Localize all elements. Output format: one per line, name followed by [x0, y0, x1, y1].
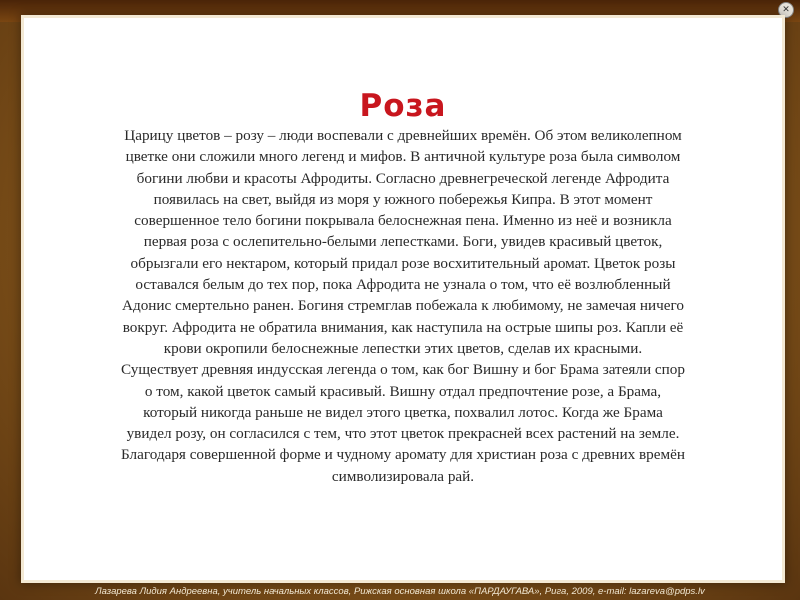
text-line: появилась на свет, выйдя из моря у южного побережья Кипра. В этот момент: [153, 190, 653, 208]
text-line: крови окропили белоснежные лепестки этих цветов, сделав их красными.: [163, 339, 643, 357]
text-line: Благодаря совершенной форме и чудному аромату для христиан роза с древних времён: [121, 446, 685, 464]
text-line: о том, какой цветок самый красивый. Вишну отдал предпочтение розе, а Брама,: [144, 382, 662, 400]
text-line: цветке они сложили много легенд и мифов. В античной культуре роза была символом: [125, 148, 681, 166]
text-line: первая роза с ослепительно-белыми лепестками. Боги, увидев красивый цветок,: [143, 233, 663, 251]
text-line: который никогда раньше не видел этого цветка, похвалил лотос. Когда же Брама: [143, 403, 663, 421]
text-line: увидел розу, он согласился с тем, что этот цветок прекрасней всех растений на земле.: [126, 425, 680, 443]
close-icon[interactable]: ✕: [778, 2, 794, 18]
slide-title: Роза: [359, 88, 447, 124]
text-line: символизировала рай.: [331, 467, 475, 485]
footer-credits: Лазарева Лидия Андреевна, учитель начальных классов, Рижская основная школа «ПАРДАУГАВА», Рига, 2009, e-mail: lazareva@pdps.lv: [95, 586, 705, 597]
text-line: Царицу цветов – розу – люди воспевали с древнейших времён. Об этом великолепном: [124, 127, 682, 144]
text-line: Существует древняя индусская легенда о том, как бог Вишну и бог Брама затеяли спор: [121, 361, 685, 379]
text-line: оставался белым до тех пор, пока Афродита не узнала о том, что её возлюбленный: [135, 276, 671, 294]
slide-body-text: [64, 125, 742, 487]
text-line: вокруг. Афродита не обратила внимания, как наступила на острые шипы роз. Капли её: [122, 318, 684, 336]
text-line: обрызгали его нектаром, который придал розе восхитительный аромат. Цветок розы: [130, 254, 676, 272]
text-line: Адонис смертельно ранен. Богиня стремглав побежала к любимому, не замечая ничего: [122, 297, 684, 315]
text-line: богини любви и красоты Афродиты. Согласно древнегреческой легенде Афродита: [136, 169, 670, 187]
slide-panel: [24, 18, 782, 580]
text-line: совершенное тело богини покрывала белоснежная пена. Именно из неё и возникла: [134, 212, 672, 230]
